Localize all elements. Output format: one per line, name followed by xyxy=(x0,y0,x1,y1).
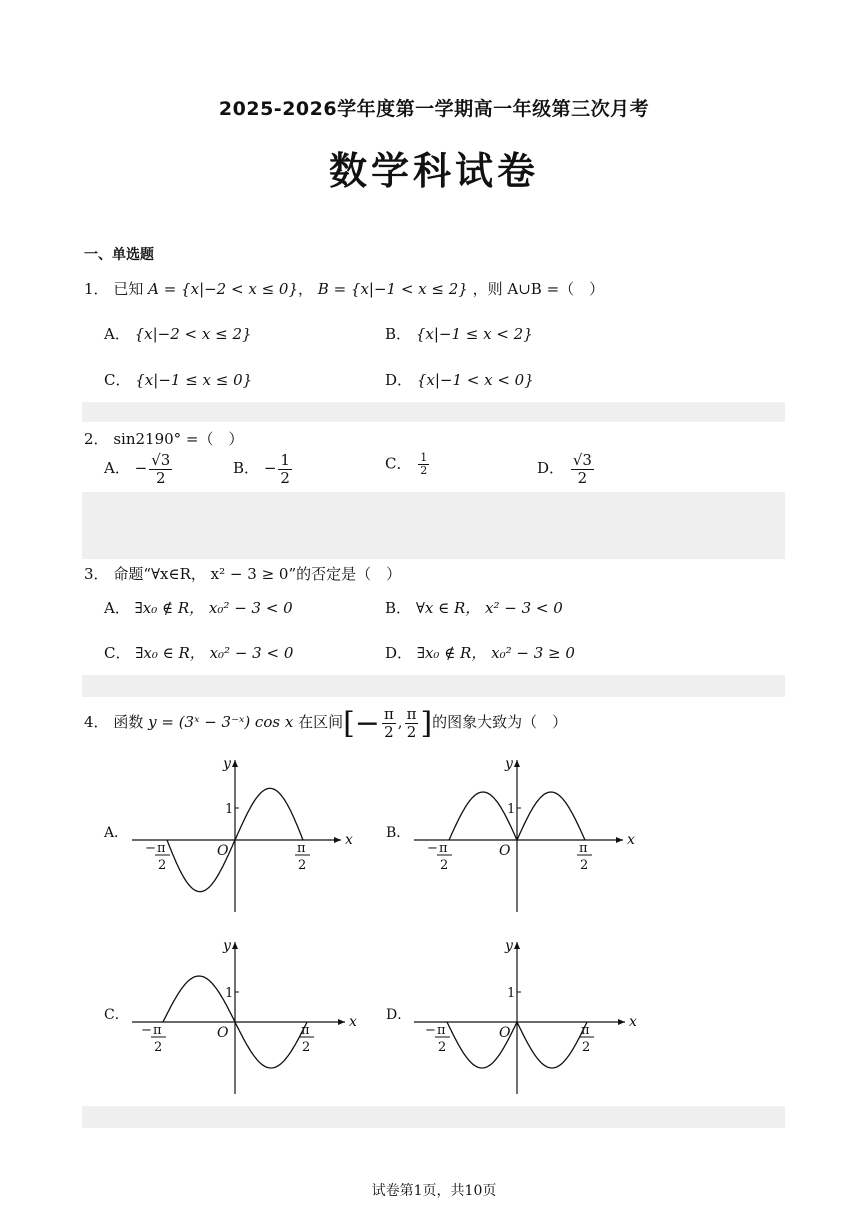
neg-sign-label: − xyxy=(425,1023,436,1038)
origin-label: O xyxy=(217,1025,229,1041)
y-axis-arrow xyxy=(232,942,238,949)
graph-a-label: A． xyxy=(104,825,129,841)
q4-prefix: 函数 xyxy=(113,713,144,731)
numerator: 1 xyxy=(280,451,290,469)
left-two-label: 2 xyxy=(438,1040,447,1055)
q1-option-b[interactable] xyxy=(385,323,533,344)
y-axis-arrow xyxy=(232,760,238,767)
x-axis-arrow xyxy=(338,1019,345,1025)
y-axis-arrow xyxy=(514,760,520,767)
q3-option-b-text: ∀x ∈ R， x² − 3 < 0 xyxy=(415,599,563,617)
question-1-stem: 1． 已知 A = {x|−2 < x ≤ 0}， B = {x|−1 < x ≤ 2} ，则 A∪B =（ ） xyxy=(84,280,605,298)
graph-c-label: C． xyxy=(104,1007,129,1023)
y-tick-1-label: 1 xyxy=(225,802,234,817)
q4-function: y = (3ˣ − 3⁻ˣ) cos x xyxy=(148,713,294,731)
y-tick-1-label: 1 xyxy=(507,802,516,817)
q4-mid: 在区间 xyxy=(298,713,344,731)
q2-option-a-fraction xyxy=(149,452,172,486)
q2-option-c[interactable] xyxy=(385,452,431,477)
x-axis-arrow xyxy=(616,837,623,843)
graph-b-label: B． xyxy=(386,825,411,841)
origin-label: O xyxy=(499,843,511,859)
q2-option-b-fraction xyxy=(278,452,292,486)
right-two-label: 2 xyxy=(298,858,307,873)
q2-option-b[interactable] xyxy=(233,452,294,486)
y-axis-label: y xyxy=(223,938,231,954)
origin-label: O xyxy=(217,843,229,859)
q2-option-d-label: D． xyxy=(537,459,565,477)
q2-text: sin2190° =（ ） xyxy=(113,430,244,448)
answer-space-3 xyxy=(82,675,785,697)
right-two-label: 2 xyxy=(580,858,589,873)
y-axis-label: y xyxy=(223,756,231,772)
left-pi-label: π xyxy=(439,841,448,856)
q3-option-b[interactable] xyxy=(385,597,563,618)
q1-option-a-text: {x|−2 < x ≤ 2} xyxy=(134,325,252,343)
x-axis-arrow xyxy=(618,1019,625,1025)
neg-sign-label: − xyxy=(145,841,156,856)
q1-option-c-text: {x|−1 ≤ x ≤ 0} xyxy=(135,371,253,389)
q4-number: 4． xyxy=(84,713,109,731)
right-pi-label: π xyxy=(301,1023,310,1038)
left-two-label: 2 xyxy=(440,858,449,873)
graph-c[interactable] xyxy=(104,938,357,1094)
q3-option-d-label: D． xyxy=(385,644,413,662)
q2-option-b-sign: − xyxy=(263,459,277,477)
answer-space-4 xyxy=(82,1106,785,1128)
denominator: 2 xyxy=(384,722,394,741)
page-footer: 试卷第1页，共10页 xyxy=(371,1183,497,1199)
denominator: 2 xyxy=(280,468,290,487)
q3-option-d-text: ∃x₀ ∉ R， x₀² − 3 ≥ 0 xyxy=(416,644,575,662)
q1-prefix: 已知 xyxy=(113,280,144,298)
x-axis-label: x xyxy=(345,832,353,848)
q2-option-d[interactable] xyxy=(537,452,596,486)
left-two-label: 2 xyxy=(158,858,167,873)
y-axis-label: y xyxy=(505,756,513,772)
numerator: π xyxy=(383,705,394,723)
graph-a[interactable] xyxy=(103,756,353,912)
q1-option-d-text: {x|−1 < x < 0} xyxy=(416,371,534,389)
q1-option-a[interactable] xyxy=(104,323,252,344)
right-pi-label: π xyxy=(297,841,306,856)
q4-graphs xyxy=(100,750,660,1120)
q1-ask: ，则 A∪B =（ ） xyxy=(472,280,605,298)
q2-option-c-fraction xyxy=(418,452,429,477)
q4-frac-left xyxy=(382,706,396,740)
q1-option-a-label: A． xyxy=(104,325,130,343)
q3-text: 命题“∀x∈R， x² − 3 ≥ 0”的否定是（ ） xyxy=(113,565,402,583)
q2-option-a-label: A． xyxy=(104,459,130,477)
denominator: 2 xyxy=(155,468,166,487)
left-two-label: 2 xyxy=(154,1040,163,1055)
q3-number: 3． xyxy=(84,565,109,583)
q2-option-b-label: B． xyxy=(233,459,260,477)
q2-number: 2． xyxy=(84,430,109,448)
left-pi-label: π xyxy=(437,1023,446,1038)
q1-option-d[interactable] xyxy=(385,369,534,390)
x-axis-label: x xyxy=(629,1014,637,1030)
exam-header: 2025-2026学年度第一学期高一年级第三次月考 xyxy=(218,98,650,120)
right-pi-label: π xyxy=(579,841,588,856)
denominator: 2 xyxy=(577,468,588,487)
q3-option-c-text: ∃x₀ ∈ R， x₀² − 3 < 0 xyxy=(135,644,294,662)
neg-sign-label: − xyxy=(427,841,438,856)
q1-set-a: A = {x|−2 < x ≤ 0} xyxy=(148,280,298,298)
left-pi-label: π xyxy=(153,1023,162,1038)
neg-sign-label: − xyxy=(141,1023,152,1038)
question-4-stem: 4． 函数 y = (3ˣ − 3⁻ˣ) cos x 在区间[− $\frac{\pi}{2}$ , $\frac{\pi}{2}$ ]的图象大致为（ ） xyxy=(84,705,568,741)
section-heading-single-choice: 一、单选题 xyxy=(84,247,154,263)
q3-option-c[interactable] xyxy=(104,642,293,663)
q1-option-c-label: C． xyxy=(104,371,131,389)
exam-title: 数学科试卷 xyxy=(328,148,539,193)
q2-option-a[interactable] xyxy=(104,452,174,486)
numerator: 1 xyxy=(420,451,428,464)
numerator: √3 xyxy=(572,451,592,469)
right-two-label: 2 xyxy=(302,1040,311,1055)
answer-space-1 xyxy=(82,402,785,422)
q1-option-c[interactable] xyxy=(104,369,252,390)
q1-option-d-label: D． xyxy=(385,371,413,389)
q3-option-d[interactable] xyxy=(385,642,575,663)
q3-option-c-label: C． xyxy=(104,644,131,662)
q1-option-b-label: B． xyxy=(385,325,412,343)
y-tick-1-label: 1 xyxy=(225,986,234,1001)
q3-option-a[interactable] xyxy=(104,597,293,618)
q2-option-d-fraction xyxy=(571,452,594,486)
x-axis-label: x xyxy=(349,1014,357,1030)
y-axis-arrow xyxy=(514,942,520,949)
answer-space-2 xyxy=(82,492,785,559)
q2-option-c-label: C． xyxy=(385,454,412,473)
x-axis-label: x xyxy=(627,832,635,848)
graph-d-label: D． xyxy=(386,1007,412,1023)
q4-interval-left: [− xyxy=(343,706,380,741)
y-tick-1-label: 1 xyxy=(507,986,516,1001)
q1-number: 1． xyxy=(84,280,109,298)
q1-set-b: B = {x|−1 < x ≤ 2} xyxy=(317,280,468,298)
q3-option-a-label: A． xyxy=(104,599,130,617)
q2-option-a-sign: − xyxy=(134,459,148,477)
q3-option-b-label: B． xyxy=(385,599,412,617)
right-pi-label: π xyxy=(581,1023,590,1038)
q4-suffix: 的图象大致为（ ） xyxy=(432,713,568,731)
graph-d[interactable] xyxy=(386,938,637,1094)
q4-frac-right xyxy=(405,706,419,740)
numerator: π xyxy=(406,705,417,723)
left-pi-label: π xyxy=(157,841,166,856)
x-axis-arrow xyxy=(334,837,341,843)
denominator: 2 xyxy=(420,464,428,478)
q3-option-a-text: ∃x₀ ∉ R， x₀² − 3 < 0 xyxy=(134,599,293,617)
denominator: 2 xyxy=(406,722,417,741)
y-axis-label: y xyxy=(505,938,513,954)
right-two-label: 2 xyxy=(582,1040,591,1055)
question-3-stem xyxy=(84,563,401,584)
q4-interval-right: ] xyxy=(420,706,433,741)
numerator: √3 xyxy=(151,451,171,469)
origin-label: O xyxy=(499,1025,511,1041)
graph-b[interactable] xyxy=(386,756,635,912)
q1-option-b-text: {x|−1 ≤ x < 2} xyxy=(415,325,533,343)
question-2-stem xyxy=(84,428,244,449)
